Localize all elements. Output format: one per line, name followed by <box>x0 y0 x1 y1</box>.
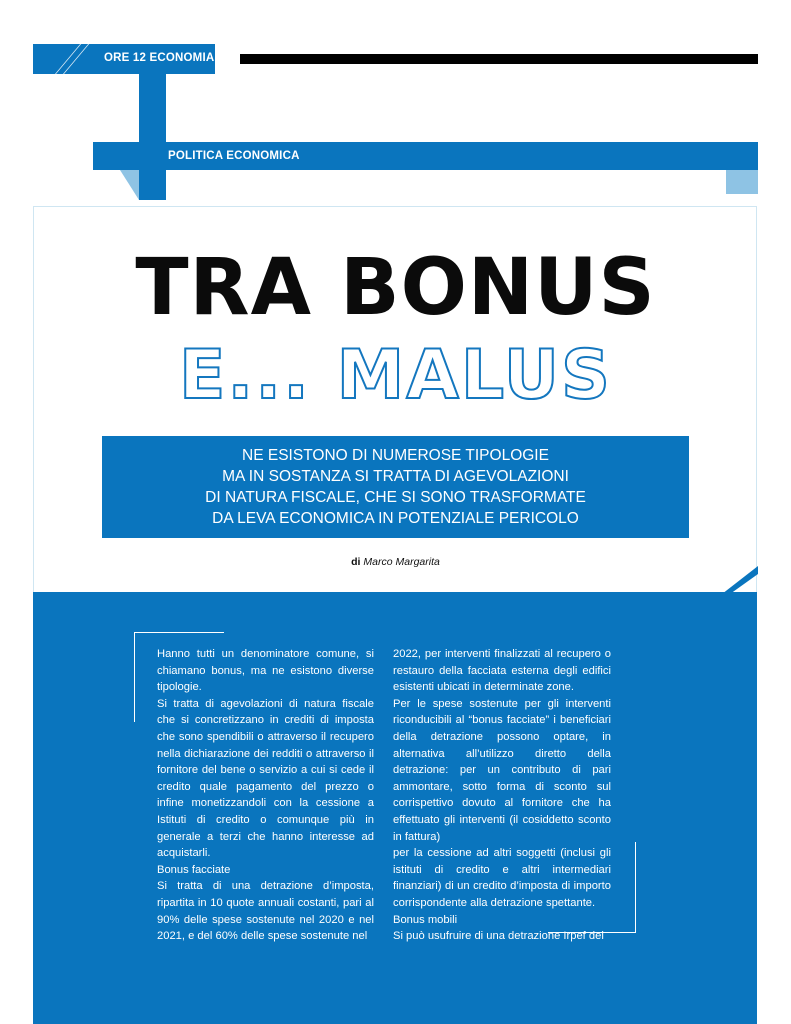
paragraph: Per le spese sostenute per gli interventi riconducibili al “bonus facciate” i beneficiari della detrazione possono optare, in alternativa all’utilizzo diretto della detrazione: per un contributo di pari ammontare, sotto forma di sconto sul corrispettivo dovuto al fornitore che ha effettuato gli interventi (il cosiddetto sconto in fattura) <box>393 697 611 843</box>
subheading: Bonus mobili <box>393 913 458 926</box>
paragraph: Hanno tutti un denominatore comune, si chiamano bonus, ma ne esistono diverse tipologie. <box>157 648 374 694</box>
paragraph: 2022, per interventi finalizzati al recupero o restauro della facciata esterna degli edifici esistenti ubicati in determinate zone. <box>393 648 611 694</box>
deck-line: NE ESISTONO DI NUMEROSE TIPOLOGIE <box>242 447 549 464</box>
deck-line: DI NATURA FISCALE, CHE SI SONO TRASFORMATE <box>205 489 586 506</box>
deck-line: MA IN SOSTANZA SI TRATTA DI AGEVOLAZIONI <box>222 468 569 485</box>
headline-outline: E... MALUS <box>178 336 612 415</box>
band-shadow-left <box>120 170 166 202</box>
paragraph: Si può usufruire di una detrazione Irpef del <box>393 930 604 943</box>
headline-main: TRA BONUS <box>135 243 656 333</box>
article-column-1 <box>157 646 374 945</box>
subheading: Bonus facciate <box>157 863 231 876</box>
byline-prefix: di <box>351 556 361 568</box>
bracket-right <box>635 842 636 933</box>
decorative-vertical-bar <box>139 74 166 142</box>
section-label: ORE 12 ECONOMIA <box>104 52 215 64</box>
topic-label: POLITICA ECONOMICA <box>168 150 300 162</box>
paragraph: Si tratta di agevolazioni di natura fiscale che si concretizzano in crediti di imposta che sono spendibili o attraverso il recupero nella dichiarazione dei redditi o attraverso il fornitore del bene o servizio a cui si cede il credito quale pagamento del prezzo o infine monetizzandoli con la cessione a Istituti di credito o comunque più in generale a terzi che hanno interesse ad acquistarli. <box>157 697 374 860</box>
paragraph: Si tratta di una detrazione d’imposta, ripartita in 10 quote annuali costanti, pari al 90% delle spese sostenute nel 2020 e nel 2021, e del 60% delle spese sostenute nel <box>157 880 374 943</box>
header-rule <box>240 54 758 64</box>
band-shadow-right <box>726 170 758 194</box>
paragraph: per la cessione ad altri soggetti (inclusi gli istituti di credito e altri intermediari finanziari) di un credito d’imposta di importo corrispondente alla detrazione spettante. <box>393 847 611 909</box>
bracket-left <box>134 632 135 722</box>
byline <box>0 556 791 568</box>
deck-line: DA LEVA ECONOMICA IN POTENZIALE PERICOLO <box>212 510 579 527</box>
article-column-2 <box>393 646 611 945</box>
tab-stripe <box>55 44 81 74</box>
author-name: Marco Margarita <box>363 556 440 568</box>
deck-box <box>102 436 689 538</box>
bracket-top <box>134 632 224 633</box>
corner-accent <box>722 566 758 594</box>
